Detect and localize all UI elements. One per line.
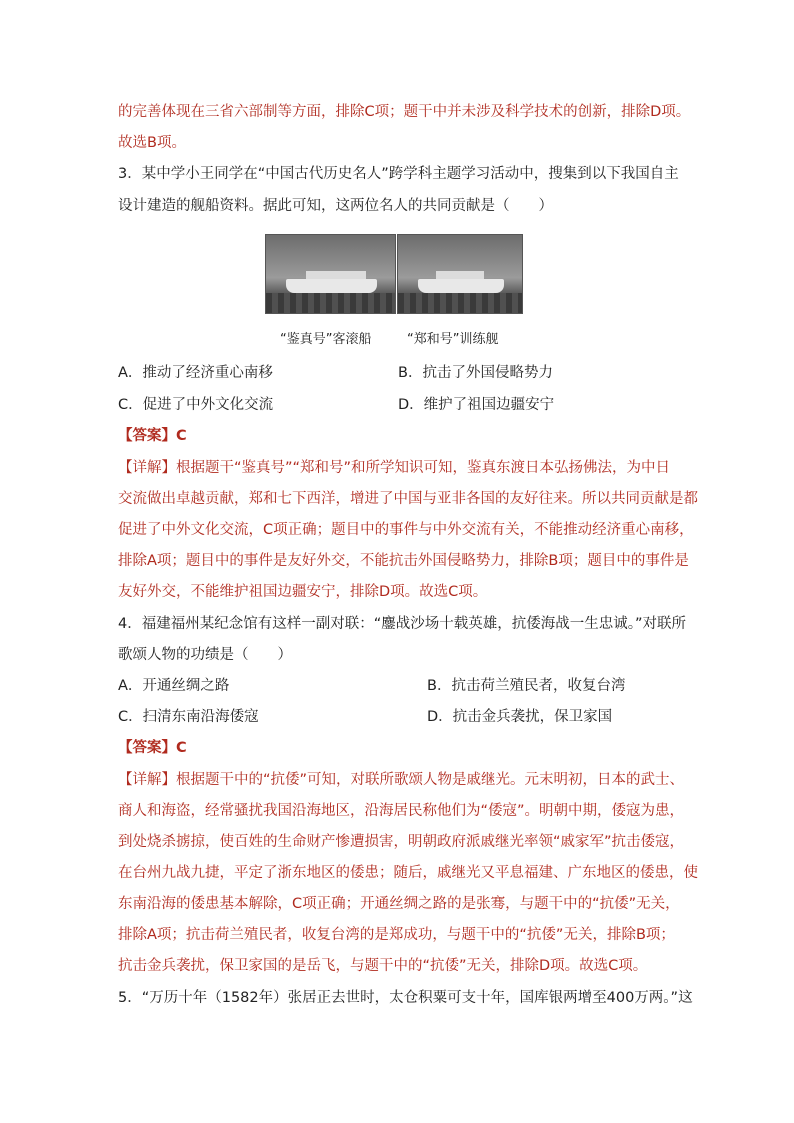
q4-detail-line-3: 到处烧杀掳掠，使百姓的生命财产惨遭损害，明朝政府派戚继光率领“戚家军”抗击倭寇， xyxy=(118,834,685,850)
photo-caption-left: “鉴真号”客滚船 xyxy=(280,332,372,347)
zhenghe-ship-photo xyxy=(397,234,523,314)
q3-detail-line-1: 【详解】根据题干“鉴真号”“郑和号”和所学知识可知，鉴真东渡日本弘扬佛法，为中日 xyxy=(118,460,671,476)
question-4-stem-line-1: 4．福建福州某纪念馆有这样一副对联：“鏖战沙场十载英雄，抗倭海战一生忠诚。”对联所 xyxy=(118,616,686,632)
question-4-stem-line-2: 歌颂人物的功绩是（ ） xyxy=(118,647,292,663)
photo-caption-right: “郑和号”训练舰 xyxy=(407,332,499,347)
q3-detail-line-5: 友好外交，不能维护祖国边疆安宁，排除D项。故选C项。 xyxy=(118,584,488,600)
q4-detail-line-2: 商人和海盗，经常骚扰我国沿海地区，沿海居民称他们为“倭寇”。明朝中期，倭寇为患， xyxy=(118,803,685,819)
q3-option-b: B．抗击了外国侵略势力 xyxy=(398,365,553,381)
q3-answer: 【答案】C xyxy=(118,428,187,444)
prev-explanation-line-1: 的完善体现在三省六部制等方面，排除C项；题干中并未涉及科学技术的创新，排除D项。 xyxy=(118,104,691,120)
q3-detail-line-3: 促进了中外文化交流，C项正确；题目中的事件与中外交流有关，不能推动经济重心南移， xyxy=(118,522,694,538)
q3-option-c: C．促进了中外文化交流 xyxy=(118,397,274,413)
q4-option-a: A．开通丝绸之路 xyxy=(118,678,230,694)
prev-explanation-line-2: 故选B项。 xyxy=(118,135,186,151)
q3-option-a: A．推动了经济重心南移 xyxy=(118,365,273,381)
q3-detail-line-4: 排除A项；题目中的事件是友好外交，不能抗击外国侵略势力，排除B项；题目中的事件是 xyxy=(118,553,689,569)
q4-option-b: B．抗击荷兰殖民者，收复台湾 xyxy=(427,678,626,694)
q4-detail-line-7: 抗击金兵袭扰，保卫家国的是岳飞，与题干中的“抗倭”无关，排除D项。故选C项。 xyxy=(118,958,648,974)
q3-detail-line-2: 交流做出卓越贡献，郑和七下西洋，增进了中国与亚非各国的友好往来。所以共同贡献是都 xyxy=(118,491,698,507)
q4-detail-line-1: 【详解】根据题干中的“抗倭”可知，对联所歌颂人物是戚继光。元末明初，日本的武士、 xyxy=(118,772,685,788)
q4-detail-line-5: 东南沿海的倭患基本解除，C项正确；开通丝绸之路的是张骞，与题干中的“抗倭”无关， xyxy=(118,896,680,912)
jianzhen-ship-photo xyxy=(265,234,396,314)
q4-option-c: C．扫清东南沿海倭寇 xyxy=(118,709,259,725)
question-3-stem-line-1: 3．某中学小王同学在“中国古代历史名人”跨学科主题学习活动中，搜集到以下我国自主 xyxy=(118,166,679,182)
question-5-stem-line-1: 5．“万历十年（1582年）张居正去世时，太仓积粟可支十年，国库银两增至400万两。”这 xyxy=(118,990,693,1006)
q4-option-d: D．抗击金兵袭扰，保卫家国 xyxy=(427,709,613,725)
q4-detail-line-6: 排除A项；抗击荷兰殖民者，收复台湾的是郑成功，与题干中的“抗倭”无关，排除B项； xyxy=(118,927,675,943)
q3-option-d: D．维护了祖国边疆安宁 xyxy=(398,397,555,413)
q4-detail-line-4: 在台州九战九捷，平定了浙东地区的倭患；随后，戚继光又平息福建、广东地区的倭患，使 xyxy=(118,865,698,881)
question-3-stem-line-2: 设计建造的舰船资料。据此可知，这两位名人的共同贡献是（ ） xyxy=(118,198,553,214)
q4-answer: 【答案】C xyxy=(118,740,187,756)
